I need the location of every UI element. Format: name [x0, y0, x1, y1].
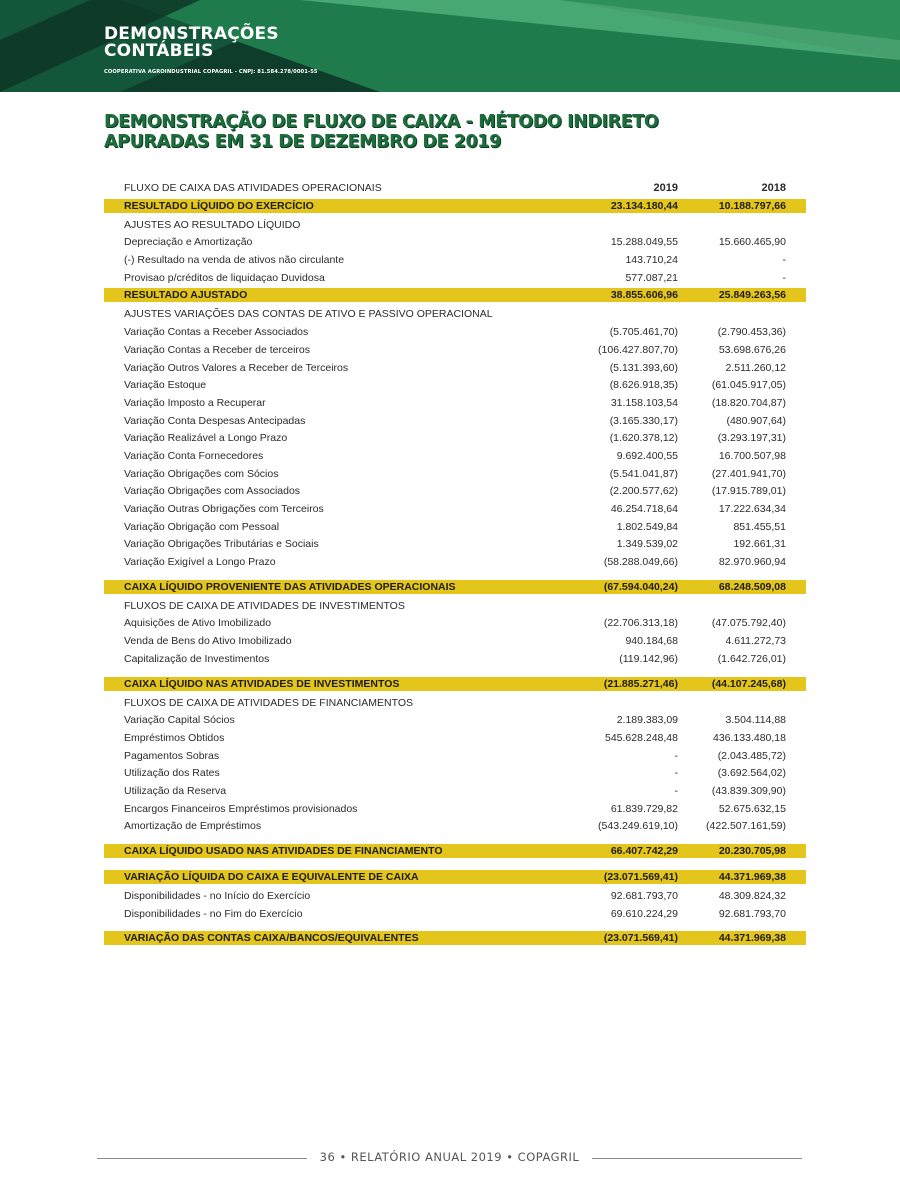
line-item-label: Variação Contas a Receber de terceiros	[124, 343, 310, 356]
line-item-row	[104, 270, 806, 288]
line-item-label: Variação Obrigações com Associados	[124, 485, 301, 498]
investimentos-list	[104, 615, 806, 668]
line-item-label: Empréstimos Obtidos	[124, 731, 225, 744]
line-item-label: Utilização da Reserva	[124, 784, 227, 797]
disponibilidades-list	[104, 888, 806, 923]
line-item-row	[104, 234, 806, 252]
value-2018: (44.107.245,68)	[711, 677, 786, 690]
value-2019: (119.142,96)	[619, 652, 678, 665]
heading-label: FLUXO DE CAIXA DAS ATIVIDADES OPERACIONAIS	[124, 182, 382, 194]
value-2019: 69.610.224,29	[610, 907, 678, 920]
value-2019: 577.087,21	[625, 271, 678, 284]
line-item-row	[104, 554, 806, 572]
total-label: CAIXA LÍQUIDO PROVENIENTE DAS ATIVIDADES OPERACIONAIS	[124, 580, 456, 593]
total-row-caixa-investimentos	[104, 677, 806, 691]
value-2018: 48.309.824,32	[718, 890, 786, 902]
line-item-label: Variação Conta Despesas Antecipadas	[124, 414, 306, 427]
total-row-caixa-financiamento	[104, 844, 806, 858]
line-item-row	[104, 906, 806, 924]
line-item-row	[104, 360, 806, 378]
value-2018: 192.661,31	[733, 538, 786, 551]
value-2018: (61.045.917,05)	[711, 379, 786, 392]
section-label: FLUXOS DE CAIXA DE ATIVIDADES DE INVESTIMENTOS	[124, 599, 405, 612]
line-item-label: Variação Estoque	[124, 379, 207, 392]
value-2019: 23.134.180,44	[610, 199, 678, 212]
line-item-label: Variação Exigível a Longo Prazo	[124, 556, 276, 569]
value-2018: (3.293.197,31)	[717, 432, 786, 445]
value-2018: (17.915.789,01)	[711, 485, 786, 498]
total-label: CAIXA LÍQUIDO NAS ATIVIDADES DE INVESTIMENTOS	[124, 677, 400, 690]
value-2018: (47.075.792,40)	[711, 617, 786, 630]
value-2019: 15.288.049,55	[610, 236, 678, 249]
value-2019: 61.839.729,82	[610, 802, 678, 815]
value-2019: (21.885.271,46)	[603, 677, 678, 690]
footer-rule-left	[97, 1158, 307, 1159]
spacer	[104, 836, 806, 843]
footer-separator: •	[339, 1150, 351, 1164]
value-2018: 3.504.114,88	[725, 714, 786, 727]
document-title	[104, 112, 658, 152]
total-label: RESULTADO LÍQUIDO DO EXERCÍCIO	[124, 199, 314, 212]
value-2018: 436.133.480,18	[713, 731, 786, 744]
brand-name: COPAGRIL	[517, 1150, 580, 1164]
line-item-label: (-) Resultado na venda de ativos não circulante	[124, 254, 345, 267]
line-item-label: Aquisições de Ativo Imobilizado	[124, 617, 272, 630]
line-item-row	[104, 413, 806, 431]
line-item-label: Amortização de Empréstimos	[124, 820, 262, 833]
footer-separator: •	[506, 1150, 518, 1164]
total-row-resultado-ajustado	[104, 288, 806, 302]
line-item-row	[104, 342, 806, 360]
value-2019: 143.710,24	[625, 254, 678, 267]
value-2019: (8.626.918,35)	[609, 379, 678, 392]
section-title-investimentos	[104, 598, 806, 616]
line-item-label: Disponibilidades - no Fim do Exercício	[124, 907, 303, 920]
value-2018: 52.675.632,15	[718, 802, 786, 815]
line-item-row	[104, 501, 806, 519]
total-label: CAIXA LÍQUIDO USADO NAS ATIVIDADES DE FINANCIAMENTO	[124, 845, 443, 857]
value-2018: 25.849.263,56	[718, 289, 786, 302]
line-item-label: Utilização dos Rates	[124, 767, 220, 780]
line-item-row	[104, 324, 806, 342]
section-title-line1: DEMONSTRAÇÕES	[104, 24, 279, 44]
line-item-label: Disponibilidades - no Início do Exercício	[124, 890, 311, 902]
value-2019: (22.706.313,18)	[603, 617, 678, 630]
value-2019: 31.158.103,54	[610, 396, 678, 409]
value-2018: -	[782, 254, 786, 267]
ajustes-list	[104, 234, 806, 287]
total-row-caixa-operacionais	[104, 580, 806, 594]
line-item-row	[104, 377, 806, 395]
section-title-line2: CONTÁBEIS	[104, 41, 214, 61]
line-item-row	[104, 801, 806, 819]
line-item-row	[104, 712, 806, 730]
line-item-label: Pagamentos Sobras	[124, 749, 220, 762]
document-title-line1: DEMONSTRAÇÃO DE FLUXO DE CAIXA - MÉTODO INDIRETO	[104, 112, 659, 132]
line-item-row	[104, 748, 806, 766]
value-2019: 92.681.793,70	[610, 890, 678, 902]
value-2018: 17.222.634,34	[718, 503, 786, 515]
value-2018: (27.401.941,70)	[711, 467, 786, 480]
variacoes-list	[104, 324, 806, 572]
total-label: VARIAÇÃO DAS CONTAS CAIXA/BANCOS/EQUIVALENTES	[124, 932, 419, 945]
line-item-label: Variação Capital Sócios	[124, 714, 235, 727]
line-item-row	[104, 888, 806, 906]
total-row-variacao-contas	[104, 931, 806, 945]
value-2019: (23.071.569,41)	[603, 932, 678, 945]
value-2019: (106.427.807,70)	[598, 343, 678, 356]
line-item-row	[104, 633, 806, 651]
footer-rule-right	[592, 1158, 802, 1159]
line-item-label: Variação Imposto a Recuperar	[124, 396, 266, 409]
cash-flow-statement	[104, 180, 806, 949]
value-2018: 68.248.509,08	[718, 580, 786, 593]
value-2018: 16.700.507,98	[718, 449, 786, 462]
spacer	[104, 572, 806, 579]
line-item-row	[104, 483, 806, 501]
section-title-variacoes	[104, 306, 806, 324]
value-2018: (3.692.564,02)	[717, 767, 786, 780]
value-2018: 82.970.960,94	[718, 556, 786, 569]
value-2018: 2.511.260,12	[725, 361, 786, 374]
line-item-label: Encargos Financeiros Empréstimos provisionados	[124, 802, 358, 815]
value-2018: -	[782, 271, 786, 284]
line-item-label: Variação Conta Fornecedores	[124, 449, 264, 462]
value-2019: 38.855.606,96	[610, 289, 678, 302]
spacer	[104, 923, 806, 930]
line-item-label: Variação Outras Obrigações com Terceiros	[124, 503, 324, 515]
line-item-label: Variação Contas a Receber Associados	[124, 326, 309, 339]
value-2019: 2.189.383,09	[616, 714, 678, 727]
line-item-label: Variação Obrigações Tributárias e Sociais	[124, 538, 319, 551]
value-2019: (543.249.619,10)	[598, 820, 678, 833]
line-item-row	[104, 765, 806, 783]
line-item-label: Provisao p/créditos de liquidaçao Duvidosa	[124, 271, 325, 284]
value-2018: 4.611.272,73	[725, 635, 786, 648]
value-2019: (67.594.040,24)	[603, 580, 678, 593]
value-2019: (58.288.049,66)	[603, 556, 678, 569]
value-2019: 1.349.539,02	[616, 538, 678, 551]
value-2018: (480.907,64)	[726, 414, 786, 427]
value-2019: -	[674, 784, 678, 797]
section-label: FLUXOS DE CAIXA DE ATIVIDADES DE FINANCIAMENTOS	[124, 696, 414, 709]
line-item-row	[104, 615, 806, 633]
value-2018: 10.188.797,66	[718, 199, 786, 212]
value-2019: -	[674, 767, 678, 780]
value-2019: (2.200.577,62)	[609, 485, 678, 498]
value-2019: (5.705.461,70)	[609, 326, 678, 339]
total-row-resultado-liquido	[104, 199, 806, 213]
statement-header-row	[104, 180, 806, 198]
value-2018: 92.681.793,70	[718, 907, 786, 920]
col-2019-header: 2019	[653, 182, 678, 194]
company-info: COOPERATIVA AGROINDUSTRIAL COPAGRIL - CNPJ: 81.584.278/0001-55	[104, 69, 318, 75]
line-item-label: Venda de Bens do Ativo Imobilizado	[124, 635, 292, 648]
value-2019: 66.407.742,29	[610, 845, 678, 857]
value-2019: (1.620.378,12)	[609, 432, 678, 445]
line-item-label: Capitalização de Investimentos	[124, 652, 270, 665]
line-item-row	[104, 466, 806, 484]
value-2018: 20.230.705,98	[718, 845, 786, 857]
line-item-row	[104, 536, 806, 554]
value-2019: -	[674, 749, 678, 762]
value-2018: (43.839.309,90)	[711, 784, 786, 797]
page-number: 36	[319, 1150, 336, 1164]
header-banner	[0, 0, 900, 92]
line-item-row	[104, 448, 806, 466]
value-2019: (23.071.569,41)	[603, 871, 678, 883]
page-footer	[0, 1150, 900, 1170]
section-label: AJUSTES AO RESULTADO LÍQUIDO	[124, 218, 301, 231]
section-title	[104, 26, 279, 60]
line-item-row	[104, 395, 806, 413]
footer-text	[307, 1150, 592, 1164]
value-2019: 1.802.549,84	[616, 520, 678, 533]
value-2019: (3.165.330,17)	[609, 414, 678, 427]
value-2018: 851.455,51	[733, 520, 786, 533]
value-2018: (2.043.485,72)	[717, 749, 786, 762]
line-item-row	[104, 818, 806, 836]
section-label: AJUSTES VARIAÇÕES DAS CONTAS DE ATIVO E PASSIVO OPERACIONAL	[124, 308, 493, 321]
spacer	[104, 862, 806, 869]
total-label: VARIAÇÃO LÍQUIDA DO CAIXA E EQUIVALENTE DE CAIXA	[124, 871, 419, 883]
line-item-row	[104, 730, 806, 748]
line-item-row	[104, 519, 806, 537]
line-item-row	[104, 783, 806, 801]
total-row-variacao-liquida	[104, 870, 806, 884]
line-item-label: Depreciação e Amortização	[124, 236, 253, 249]
value-2018: (422.507.161,59)	[706, 820, 786, 833]
report-name: RELATÓRIO ANUAL 2019	[350, 1150, 503, 1164]
value-2018: (2.790.453,36)	[717, 326, 786, 339]
value-2018: (18.820.704,87)	[711, 396, 786, 409]
value-2019: 9.692.400,55	[616, 449, 678, 462]
section-title-ajustes	[104, 217, 806, 235]
value-2018: 44.371.969,38	[718, 871, 786, 883]
document-title-line2: APURADAS EM 31 DE DEZEMBRO DE 2019	[104, 132, 501, 152]
total-label: RESULTADO AJUSTADO	[124, 289, 248, 302]
value-2019: 46.254.718,64	[610, 503, 678, 515]
spacer	[104, 669, 806, 676]
line-item-row	[104, 252, 806, 270]
line-item-label: Variação Outros Valores a Receber de Terceiros	[124, 361, 349, 374]
line-item-label: Variação Obrigação com Pessoal	[124, 520, 280, 533]
col-2018-header: 2018	[761, 182, 786, 194]
line-item-label: Variação Realizável a Longo Prazo	[124, 432, 288, 445]
value-2019: 940.184,68	[625, 635, 678, 648]
value-2019: (5.131.393,60)	[609, 361, 678, 374]
value-2019: (5.541.041,87)	[609, 467, 678, 480]
value-2019: 545.628.248,48	[605, 731, 678, 744]
line-item-row	[104, 430, 806, 448]
line-item-row	[104, 651, 806, 669]
line-item-label: Variação Obrigações com Sócios	[124, 467, 279, 480]
value-2018: 44.371.969,38	[718, 932, 786, 945]
financiamentos-list	[104, 712, 806, 836]
section-title-financiamentos	[104, 695, 806, 713]
value-2018: 53.698.676,26	[718, 343, 786, 356]
value-2018: (1.642.726,01)	[717, 652, 786, 665]
value-2018: 15.660.465,90	[718, 236, 786, 249]
